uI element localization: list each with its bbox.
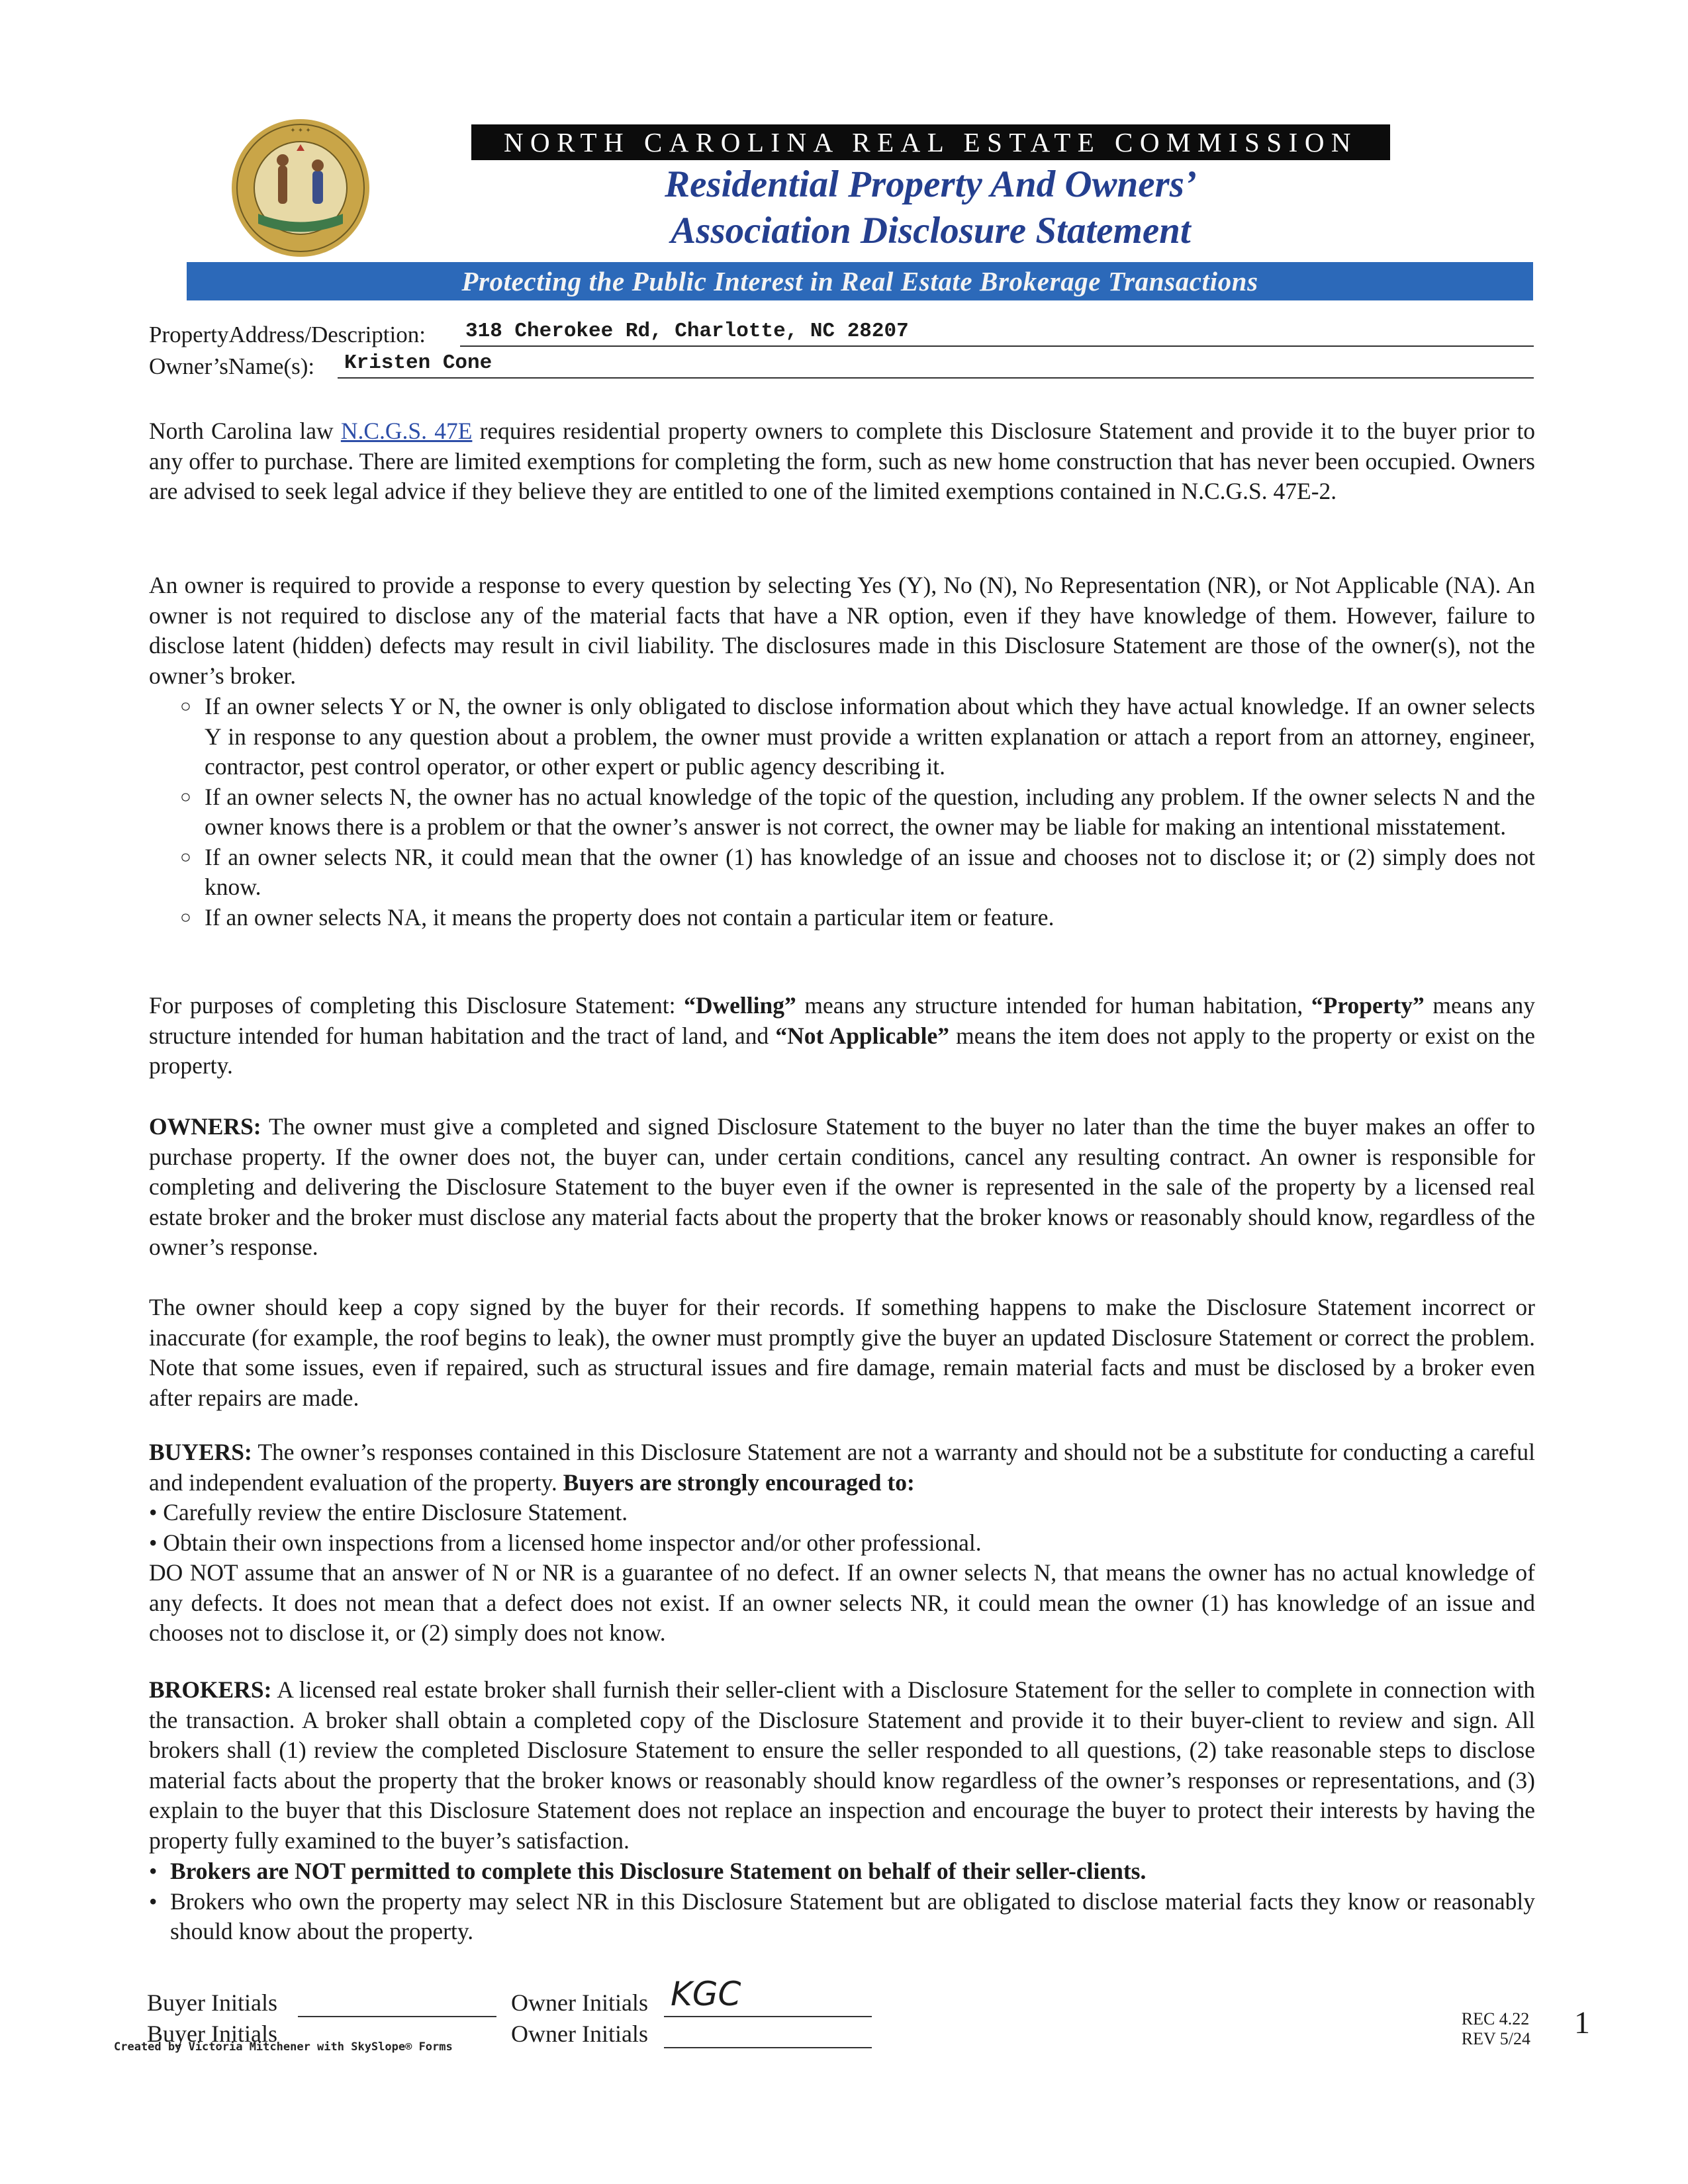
bullet-marker: ○	[180, 786, 191, 807]
owners-paragraph	[149, 1112, 1535, 1263]
list-item	[149, 1887, 1535, 1947]
brokers-text: A licensed real estate broker shall furnish their seller-client with a Disclosure Statement for the seller to complete in connection with the transaction. A broker shall obtain a completed copy of the Disclosure Statement and provide it to their buyer-client to review and sign. All brokers shall (1) review the completed Disclosure Statement to ensure the seller responded to all questions, (2) take reasonable steps to disclose material facts about the property that the broker knows or reasonably should know regardless of the owner’s responses or representations, and (3) explain to the buyer that this Disclosure Statement does not replace an inspection and encourage the buyer to protect their interests by having the property fully examined to the buyer’s satisfaction.	[149, 1676, 1535, 1854]
owner-name-value[interactable]: Kristen Cone	[344, 351, 492, 375]
property-address-field	[149, 319, 1534, 349]
list-item-text: If an owner selects Y or N, the owner is only obligated to disclose information about which they have actual knowledge. If an owner selects Y in response to any question about a problem, the owner must provide a written explanation or attach a report from an attorney, engineer, contractor, pest control operator, or other expert or public agency describing it.	[205, 693, 1535, 780]
intro-prefix: North Carolina law	[149, 418, 341, 444]
definitions-text: For purposes of completing this Disclosure Statement:	[149, 992, 684, 1019]
bullet-marker: ○	[180, 696, 191, 717]
owners-text: The owner must give a completed and signed Disclosure Statement to the buyer no later than the time the buyer makes an offer to purchase property. If the owner does not, the buyer can, under certain conditions, cancel any resulting contract. An owner is responsible for completing and delivering the Disclosure Statement to the buyer even if the owner is represented in the sale of the property by a licensed real estate broker and the broker must disclose any material facts about the property that the broker knows or reasonably should know, regardless of the owner’s response.	[149, 1113, 1535, 1260]
buyers-encouraged: Buyers are strongly encouraged to:	[563, 1469, 915, 1496]
buyers-closing: DO NOT assume that an answer of N or NR is a guarantee of no defect. If an owner selects N, that means the owner has no actual knowledge of any defects. It does not mean that a defect does not exist. If an owner selects NR, it could mean the owner (1) has knowledge of an issue and chooses not to disclose it, or (2) simply does not know.	[149, 1559, 1535, 1646]
definitions-text: means any structure intended for human habitation,	[796, 992, 1311, 1019]
owner-initials-field-2[interactable]	[664, 2047, 872, 2048]
response-bullet-list	[175, 692, 1535, 933]
buyers-item-2: • Obtain their own inspections from a licensed home inspector and/or other professional.	[149, 1529, 982, 1556]
list-item	[149, 1856, 1535, 1887]
buyers-paragraph	[149, 1437, 1535, 1498]
commission-header: NORTH CAROLINA REAL ESTATE COMMISSION	[471, 124, 1390, 160]
owner-initials-signature	[664, 1974, 790, 2013]
list-item	[175, 782, 1535, 842]
page-number: 1	[1574, 2005, 1590, 2040]
buyers-text: The owner’s responses contained in this Disclosure Statement are not a warranty and should not be a substitute for conducting a careful and independent evaluation of the property.	[149, 1439, 1535, 1496]
intro-paragraph	[149, 416, 1535, 507]
list-item	[175, 842, 1535, 903]
created-by-note: Created by Victoria Mitchener with SkySlope® Forms	[114, 2040, 453, 2054]
list-item-text: If an owner selects NA, it means the property does not contain a particular item or feature.	[205, 903, 1055, 931]
owner-initials-field-1[interactable]	[664, 2016, 872, 2017]
copy-paragraph: The owner should keep a copy signed by the buyer for their records. If something happens to make the Disclosure Statement incorrect or inaccurate (for example, the roof begins to leak), the owner must promptly give the buyer an updated Disclosure Statement or correct the problem. Note that some issues, even if repaired, such as structural issues and fire damage, remain material facts and must be disclosed by a broker even after repairs are made.	[149, 1294, 1535, 1411]
buyer-initials-label-1: Buyer Initials	[147, 1989, 277, 2016]
buyers-section	[149, 1437, 1535, 1649]
ncrec-seal-logo	[230, 118, 371, 258]
owner-name-field	[149, 351, 1534, 381]
ncgs-47e-link[interactable]: N.C.G.S. 47E	[340, 418, 473, 444]
brokers-heading: BROKERS:	[149, 1676, 272, 1703]
form-title-line-2: Association Disclosure Statement	[671, 210, 1191, 251]
buyers-heading: BUYERS:	[149, 1439, 252, 1465]
list-item	[175, 692, 1535, 782]
bullet-marker: •	[149, 1858, 158, 1884]
definitions-text: means the item does not apply to the property or exist on the property.	[149, 1022, 1535, 1079]
buyers-item-1: • Carefully review the entire Disclosure Statement.	[149, 1499, 628, 1525]
brokers-paragraph	[149, 1675, 1535, 1856]
definitions-paragraph	[149, 991, 1535, 1081]
property-address-line	[460, 345, 1534, 347]
bullet-marker: ○	[180, 846, 191, 868]
property-address-value[interactable]: 318 Cherokee Rd, Charlotte, NC 28207	[465, 320, 909, 343]
svg-text:KGC: KGC	[671, 1975, 741, 2013]
brokers-bullet-list	[149, 1856, 1535, 1947]
bullet-marker: ○	[180, 907, 191, 928]
owners-heading: OWNERS:	[149, 1113, 261, 1140]
owner-name-label: Owner’sName(s):	[149, 353, 315, 379]
term-not-applicable: “Not Applicable”	[775, 1022, 950, 1049]
tagline-banner: Protecting the Public Interest in Real Estate Brokerage Transactions	[187, 262, 1533, 300]
form-revision: REV 5/24	[1461, 2029, 1530, 2048]
bullet-marker: •	[149, 1888, 158, 1915]
svg-text:✦ ✦ ✦: ✦ ✦ ✦	[290, 127, 311, 134]
buyer-initials-field-1[interactable]	[298, 2016, 496, 2017]
list-item-text: Brokers who own the property may select NR in this Disclosure Statement but are obligated to disclose material facts they know or reasonably should know about the property.	[170, 1888, 1535, 1944]
form-code	[1462, 2009, 1530, 2049]
list-item-text: Brokers are NOT permitted to complete this Disclosure Statement on behalf of their seller-clients.	[170, 1858, 1147, 1884]
form-title-line-1: Residential Property And Owners’	[665, 163, 1197, 205]
owner-name-line	[338, 377, 1534, 379]
intro-rest: requires residential property owners to complete this Disclosure Statement and provide it to the buyer prior to any offer to purchase. There are limited exemptions for completing the form, such as new home construction that has never been occupied. Owners are advised to seek legal advice if they believe they are entitled to one of the limited exemptions contained in N.C.G.S. 47E-2.	[149, 418, 1535, 504]
term-dwelling: “Dwelling”	[684, 992, 796, 1019]
response-paragraph: An owner is required to provide a response to every question by selecting Yes (Y), No (N), No Representation (NR), or Not Applicable (NA). An owner is not required to disclose any of the material facts that have a NR option, even if they have knowledge of them. However, failure to disclose latent (hidden) defects may result in civil liability. The disclosures made in this Disclosure Statement are those of the owner(s), not the owner’s broker.	[149, 572, 1535, 689]
owner-initials-label-2: Owner Initials	[511, 2021, 648, 2047]
property-address-label: PropertyAddress/Description:	[149, 322, 426, 347]
definitions-text: means any structure intended for human habitation and the tract of land, and	[149, 992, 1535, 1049]
list-item-text: If an owner selects NR, it could mean that the owner (1) has knowledge of an issue and chooses not to disclose it; or (2) simply does not know.	[205, 843, 1535, 900]
buyer-initials-label-2: Buyer Initials	[147, 2021, 277, 2047]
form-code-number: REC 4.22	[1461, 2009, 1530, 2028]
owner-initials-label-1: Owner Initials	[511, 1989, 648, 2016]
list-item	[175, 903, 1535, 933]
term-property: “Property”	[1311, 992, 1425, 1019]
list-item-text: If an owner selects N, the owner has no actual knowledge of the topic of the question, including any problem. If the owner selects N and the owner knows there is a problem or that the owner’s answer is not correct, the owner may be liable for making an intentional misstatement.	[205, 783, 1535, 840]
